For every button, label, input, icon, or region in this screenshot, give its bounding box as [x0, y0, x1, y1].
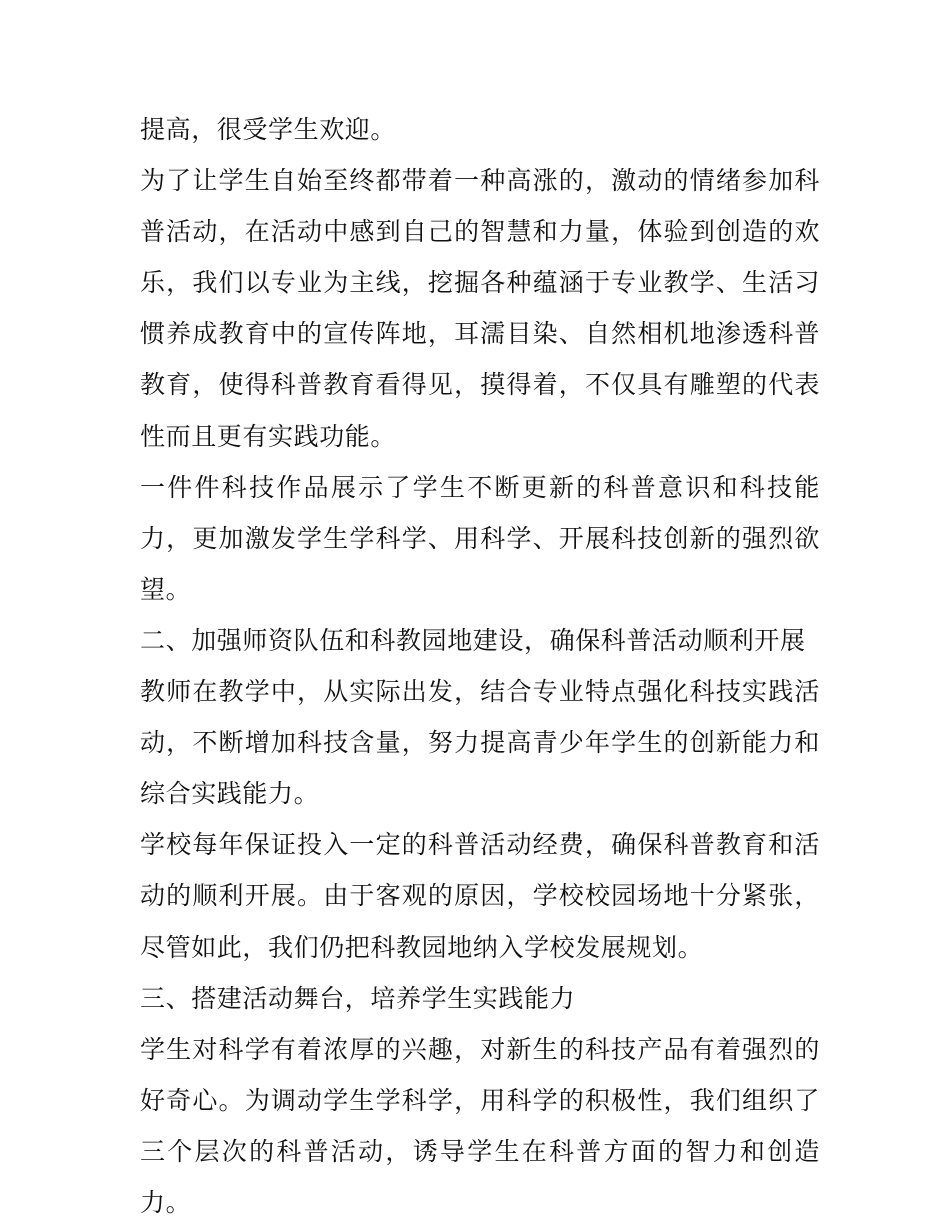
paragraph: 提高，很受学生欢迎。	[140, 115, 397, 144]
paragraph: 一件件科技作品展示了学生不断更新的科普意识和科技能力，更加激发学生学科学、用科学、开展科技创新的强烈欲望。	[140, 472, 820, 604]
document-body	[140, 104, 820, 1228]
paragraph: 为了让学生自始至终都带着一种高涨的，激动的情绪参加科普活动，在活动中感到自己的智慧和力量，体验到创造的欢乐，我们以专业为主线，挖掘各种蕴涵于专业教学、生活习惯养成教育中的宣传阵地，耳濡目染、自然相机地渗透科普教育，使得科普教育看得见，摸得着，不仅具有雕塑的代表性而且更有实践功能。	[140, 166, 820, 451]
paragraph: 教师在教学中，从实际出发，结合专业特点强化科技实践活动，不断增加科技含量，努力提高青少年学生的创新能力和综合实践能力。	[140, 677, 820, 809]
paragraph: 学校每年保证投入一定的科普活动经费，确保科普教育和活动的顺利开展。由于客观的原因，学校校园场地十分紧张，尽管如此，我们仍把科教园地纳入学校发展规划。	[140, 830, 820, 962]
paragraph: 学生对科学有着浓厚的兴趣，对新生的科技产品有着强烈的好奇心。为调动学生学科学，用科学的积极性，我们组织了三个层次的科普活动，诱导学生在科普方面的智力和创造力。	[140, 1034, 820, 1217]
section-heading: 二、加强师资队伍和科教园地建设，确保科普活动顺利开展	[140, 625, 806, 655]
section-heading: 三、搭建活动舞台，培养学生实践能力	[140, 983, 576, 1013]
